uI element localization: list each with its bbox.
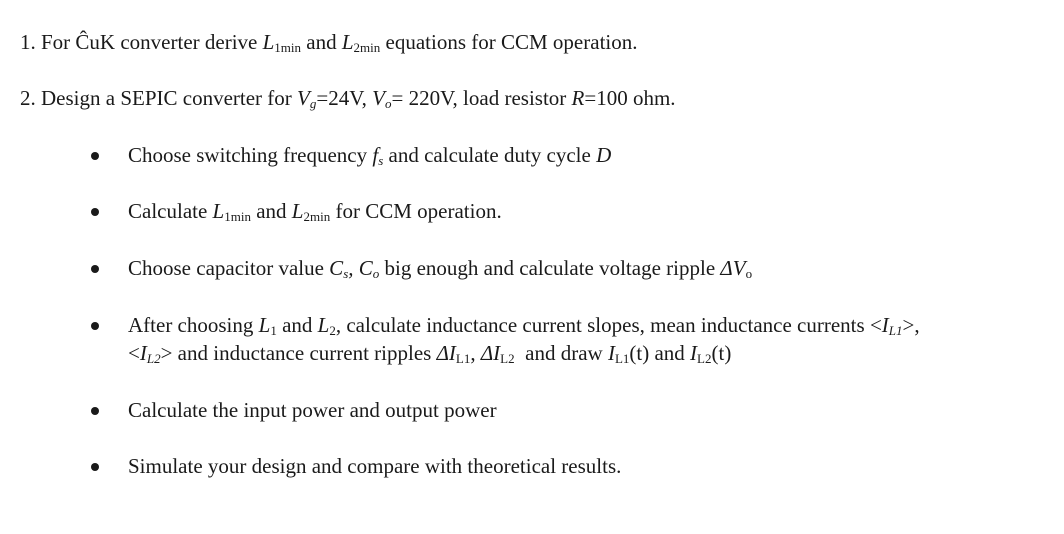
subscript: 2min (353, 40, 381, 55)
symbol-L: L (341, 30, 354, 54)
symbol-L: L (258, 313, 271, 337)
symbol-delta-V: ΔV (720, 256, 746, 280)
list-item-text (128, 197, 502, 225)
symbol-V: V (297, 86, 310, 110)
symbol-I: I (881, 313, 889, 337)
list-item-text: Simulate your design and compare with theoretical results. (128, 454, 622, 478)
subscript: L1 (455, 351, 471, 366)
text: (t) (711, 341, 732, 365)
subscript: 1min (224, 209, 251, 224)
text: , (348, 256, 354, 280)
symbol-R: R (571, 86, 585, 110)
text: , (470, 341, 476, 365)
question-text: =24V, (316, 86, 367, 110)
bullet-icon (91, 322, 99, 330)
text: and draw (525, 341, 603, 365)
list-item-text (128, 141, 611, 169)
symbol-L: L (317, 313, 330, 337)
question-number: 1. (20, 30, 36, 54)
list-item-text (128, 254, 752, 282)
question-text: equations for CCM operation. (385, 30, 638, 54)
text: > (160, 341, 173, 365)
text: Choose capacitor value (128, 256, 324, 280)
symbol-L: L (291, 199, 304, 223)
subscript: 2 (329, 323, 336, 338)
question-text: =100 ohm. (584, 86, 676, 110)
subscript: L2 (697, 351, 712, 366)
subscript: 1min (274, 40, 302, 55)
subscript: L2 (146, 351, 161, 366)
symbol-delta-I: ΔI (436, 341, 456, 365)
text: and (282, 313, 313, 337)
bullet-icon (91, 265, 99, 273)
text: big enough and calculate voltage ripple (384, 256, 716, 280)
text: Calculate (128, 199, 208, 223)
subscript: s (378, 153, 384, 168)
text: Choose switching frequency (128, 143, 368, 167)
text-line (128, 339, 920, 367)
text: After choosing (128, 313, 254, 337)
text: < (128, 341, 140, 365)
bullet-icon (91, 407, 99, 415)
text: (t) and (629, 341, 685, 365)
text: and inductance current ripples (177, 341, 432, 365)
question-text: Design a SEPIC converter for (41, 86, 292, 110)
symbol-delta-I: ΔI (480, 341, 501, 365)
question-text: and (306, 30, 337, 54)
list-item-text (128, 311, 920, 367)
subscript: L1 (888, 323, 903, 338)
question-text: = 220V, load resistor (391, 86, 567, 110)
symbol-I: I (139, 341, 147, 365)
text: , calculate inductance current slopes, mean inductance currents (335, 313, 865, 337)
subscript: g (309, 96, 317, 111)
bullet-icon (91, 152, 99, 160)
subscript: 1 (270, 323, 277, 338)
text: >, (902, 313, 920, 337)
symbol-D: D (596, 143, 612, 167)
bullet-icon (91, 208, 99, 216)
symbol-L: L (262, 30, 275, 54)
text: and (256, 199, 287, 223)
symbol-C: C (329, 256, 344, 280)
subscript: o (372, 266, 380, 281)
question-text: For ĈuK converter derive (41, 30, 258, 54)
subscript: o (745, 266, 753, 281)
symbol-I: I (607, 341, 615, 365)
question-number: 2. (20, 86, 36, 110)
subscript: L2 (500, 351, 515, 366)
list-item-text: Calculate the input power and output power (128, 398, 497, 422)
subscript: L1 (614, 351, 630, 366)
text: and calculate duty cycle (388, 143, 591, 167)
text-line (128, 311, 920, 339)
subscript: s (343, 266, 349, 281)
subscript: 2min (303, 209, 331, 224)
text: < (869, 313, 882, 337)
symbol-C: C (358, 256, 373, 280)
symbol-V: V (372, 86, 385, 110)
symbol-f: f (372, 143, 379, 167)
symbol-I: I (690, 341, 698, 365)
text: for CCM operation. (335, 199, 502, 223)
subscript: o (385, 96, 392, 111)
symbol-L: L (212, 199, 225, 223)
bullet-icon (91, 463, 99, 471)
